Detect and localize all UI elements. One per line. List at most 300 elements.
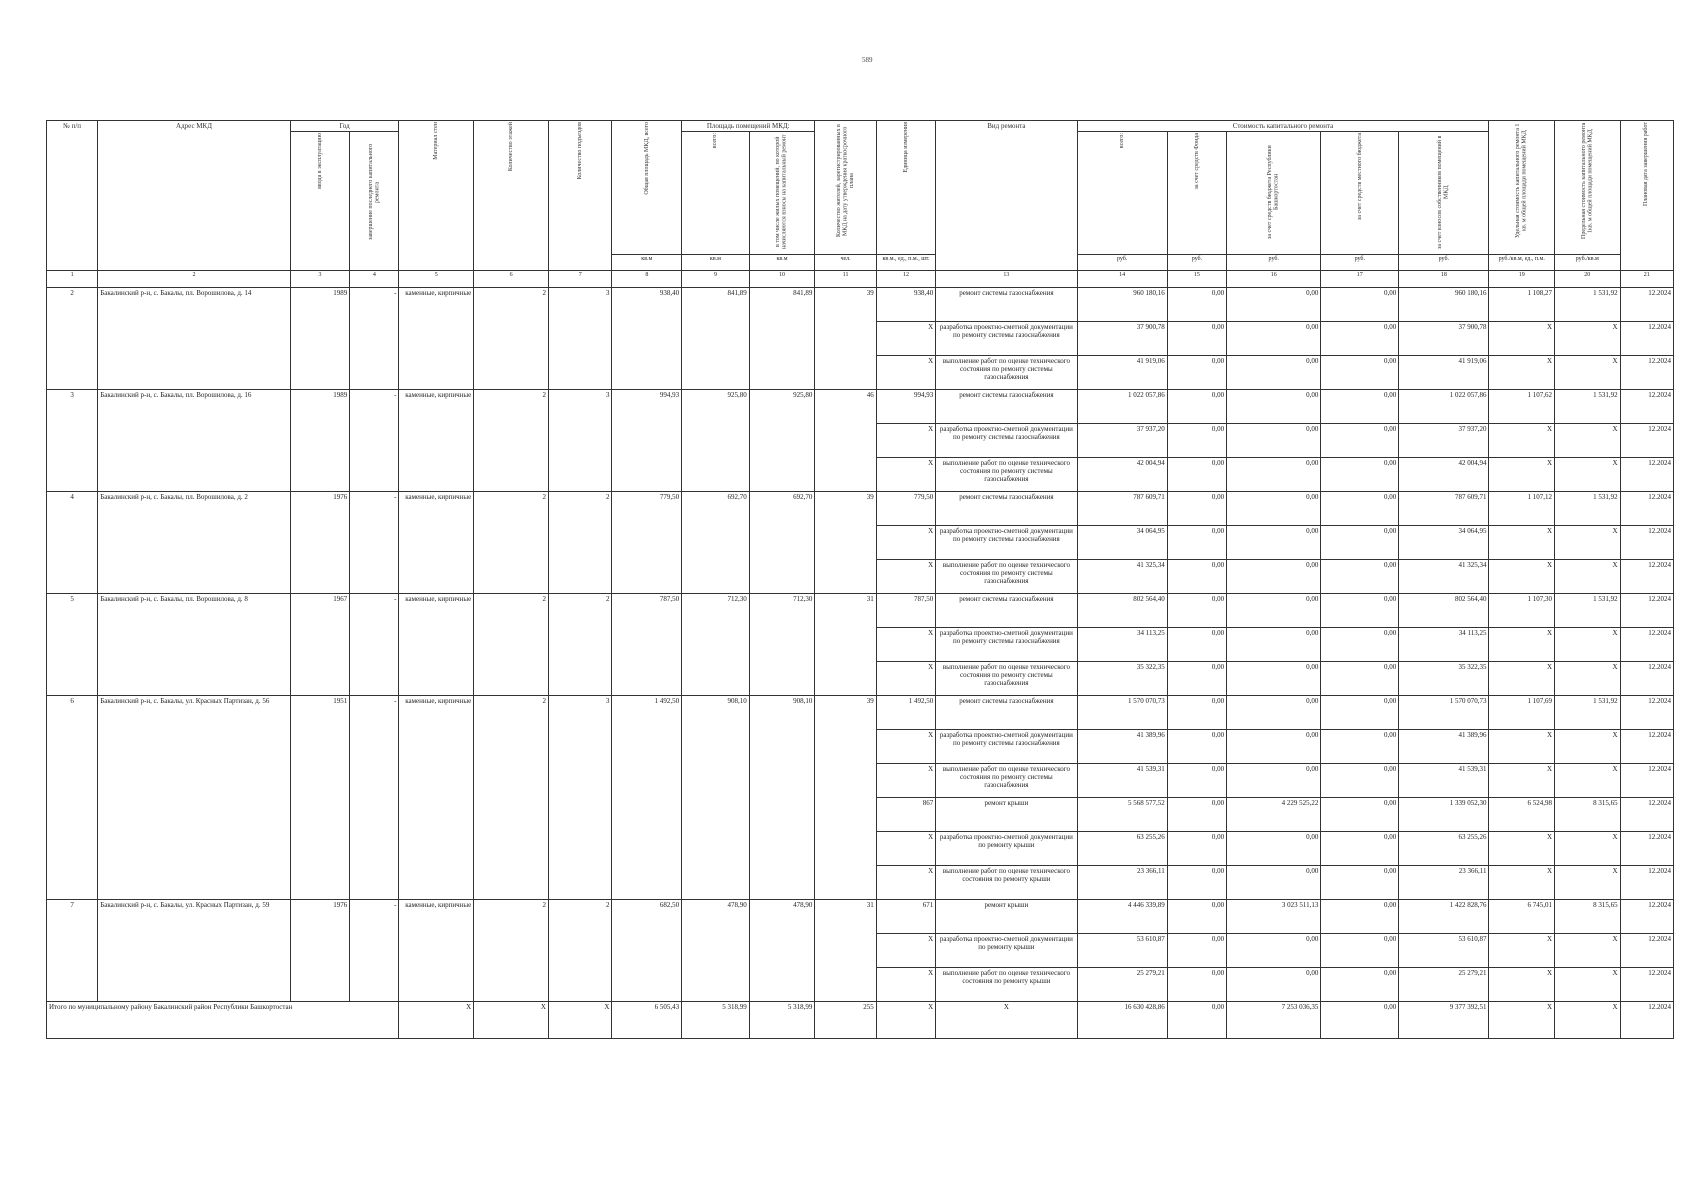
- work-unit-amount: X: [876, 934, 935, 968]
- max-cost: 1 531,92: [1555, 696, 1621, 730]
- header-year-commission: ввода в эксплуатацию: [316, 133, 323, 189]
- premises-area: 712,30: [682, 594, 750, 696]
- cost-total: 1 570 070,73: [1077, 696, 1167, 730]
- deadline: 12.2024: [1620, 730, 1673, 764]
- unit-cost: X: [1489, 424, 1555, 458]
- work-type: ремонт системы газоснабжения: [936, 492, 1077, 526]
- cost-local: 0,00: [1321, 526, 1399, 560]
- entrances-count: 3: [548, 288, 612, 390]
- deadline: 12.2024: [1620, 628, 1673, 662]
- unit-cost: 1 107,12: [1489, 492, 1555, 526]
- cost-owners: 41 389,96: [1399, 730, 1489, 764]
- year-last-repair: -: [350, 492, 399, 594]
- header-premises-area: Площадь помещений МКД:: [682, 121, 815, 132]
- floors-count: 2: [474, 390, 549, 492]
- unit-cell: руб.: [1167, 255, 1226, 271]
- cost-local: 0,00: [1321, 424, 1399, 458]
- wall-material: каменные, кирпичные: [399, 594, 474, 696]
- cost-owners: 1 022 057,86: [1399, 390, 1489, 424]
- premises-area: 908,10: [682, 696, 750, 900]
- total-ent: X: [548, 1002, 612, 1039]
- year-last-repair: -: [350, 696, 399, 900]
- cost-local: 0,00: [1321, 730, 1399, 764]
- deadline: 12.2024: [1620, 900, 1673, 934]
- cost-fund: 0,00: [1167, 662, 1226, 696]
- work-type: выполнение работ по оценке технического состояния по ремонту системы газоснабжения: [936, 662, 1077, 696]
- premises-area: 925,80: [682, 390, 750, 492]
- header-total-area: Общая площадь МКД, всего: [643, 122, 650, 195]
- cost-republic: 0,00: [1227, 356, 1321, 390]
- work-unit-amount: X: [876, 832, 935, 866]
- entrances-count: 2: [548, 492, 612, 594]
- cost-local: 0,00: [1321, 390, 1399, 424]
- year-commission: 1951: [290, 696, 349, 900]
- cost-fund: 0,00: [1167, 798, 1226, 832]
- column-number: 17: [1321, 271, 1399, 288]
- cost-republic: 0,00: [1227, 594, 1321, 628]
- work-unit-amount: X: [876, 424, 935, 458]
- wall-material: каменные, кирпичные: [399, 900, 474, 1002]
- work-unit-amount: 779,50: [876, 492, 935, 526]
- cost-owners: 53 610,87: [1399, 934, 1489, 968]
- max-cost: X: [1555, 356, 1621, 390]
- column-number: 21: [1620, 271, 1673, 288]
- cost-local: 0,00: [1321, 968, 1399, 1002]
- work-type: ремонт системы газоснабжения: [936, 288, 1077, 322]
- total-w: X: [936, 1002, 1077, 1039]
- header-wall-material: Материал стен: [433, 122, 439, 160]
- cost-fund: 0,00: [1167, 900, 1226, 934]
- premises-contrib-area: 908,10: [749, 696, 815, 900]
- work-unit-amount: X: [876, 526, 935, 560]
- max-cost: 1 531,92: [1555, 288, 1621, 322]
- cost-republic: 0,00: [1227, 832, 1321, 866]
- table-row: [47, 390, 1674, 424]
- cost-total: 41 539,31: [1077, 764, 1167, 798]
- premises-contrib-area: 841,89: [749, 288, 815, 390]
- total-label: Итого по муниципальному району Бакалинский район Республики Башкортостан: [47, 1002, 399, 1039]
- premises-contrib-area: 712,30: [749, 594, 815, 696]
- cost-local: 0,00: [1321, 492, 1399, 526]
- column-number: 15: [1167, 271, 1226, 288]
- work-type: ремонт системы газоснабжения: [936, 390, 1077, 424]
- year-last-repair: -: [350, 390, 399, 492]
- cost-fund: 0,00: [1167, 594, 1226, 628]
- work-type: ремонт крыши: [936, 900, 1077, 934]
- floors-count: 2: [474, 288, 549, 390]
- row-number: 6: [47, 696, 98, 900]
- cost-fund: 0,00: [1167, 288, 1226, 322]
- header-cost-fund: за счет средств Фонда: [1193, 133, 1200, 190]
- work-type: разработка проектно-сметной документации по ремонту крыши: [936, 832, 1077, 866]
- work-type: ремонт системы газоснабжения: [936, 594, 1077, 628]
- cost-owners: 34 064,95: [1399, 526, 1489, 560]
- unit-cost: X: [1489, 968, 1555, 1002]
- unit-cell: кв.м: [749, 255, 815, 271]
- work-type: выполнение работ по оценке технического состояния по ремонту крыши: [936, 968, 1077, 1002]
- cost-fund: 0,00: [1167, 866, 1226, 900]
- floors-count: 2: [474, 900, 549, 1002]
- column-number: 18: [1399, 271, 1489, 288]
- total-area: 682,50: [612, 900, 682, 1002]
- total-res: 255: [815, 1002, 876, 1039]
- wall-material: каменные, кирпичные: [399, 390, 474, 492]
- cost-local: 0,00: [1321, 356, 1399, 390]
- cost-fund: 0,00: [1167, 764, 1226, 798]
- column-number: 5: [399, 271, 474, 288]
- year-commission: 1976: [290, 900, 349, 1002]
- column-number: 2: [98, 271, 291, 288]
- max-cost: X: [1555, 662, 1621, 696]
- cost-fund: 0,00: [1167, 424, 1226, 458]
- total-area: 779,50: [612, 492, 682, 594]
- cost-total: 42 004,94: [1077, 458, 1167, 492]
- column-numbers-row: [47, 271, 1674, 288]
- header-cost-local: за счет средств местного бюджета: [1356, 133, 1363, 221]
- cost-republic: 0,00: [1227, 458, 1321, 492]
- work-unit-amount: X: [876, 662, 935, 696]
- total-d: 12.2024: [1620, 1002, 1673, 1039]
- unit-cost: X: [1489, 628, 1555, 662]
- premises-area: 841,89: [682, 288, 750, 390]
- residents-count: 39: [815, 696, 876, 900]
- column-number: 8: [612, 271, 682, 288]
- total-r: 7 253 036,35: [1227, 1002, 1321, 1039]
- cost-total: 41 389,96: [1077, 730, 1167, 764]
- entrances-count: 2: [548, 594, 612, 696]
- work-type: разработка проектно-сметной документации по ремонту системы газоснабжения: [936, 526, 1077, 560]
- header-cost: Стоимость капитального ремонта: [1077, 121, 1489, 132]
- cost-fund: 0,00: [1167, 458, 1226, 492]
- year-commission: 1989: [290, 390, 349, 492]
- cost-fund: 0,00: [1167, 526, 1226, 560]
- work-type: разработка проектно-сметной документации по ремонту крыши: [936, 934, 1077, 968]
- cost-owners: 37 937,20: [1399, 424, 1489, 458]
- house-address: Бакалинский р-н, с. Бакалы, ул. Красных Партизан, д. 59: [98, 900, 291, 1002]
- total-f: 0,00: [1167, 1002, 1226, 1039]
- year-last-repair: -: [350, 900, 399, 1002]
- column-number: 16: [1227, 271, 1321, 288]
- cost-owners: 1 339 052,30: [1399, 798, 1489, 832]
- max-cost: X: [1555, 458, 1621, 492]
- unit-cost: X: [1489, 458, 1555, 492]
- total-area: 994,93: [612, 390, 682, 492]
- cost-total: 4 446 339,89: [1077, 900, 1167, 934]
- total-pa: 5 318,99: [682, 1002, 750, 1039]
- max-cost: X: [1555, 968, 1621, 1002]
- floors-count: 2: [474, 696, 549, 900]
- work-type: разработка проектно-сметной документации по ремонту системы газоснабжения: [936, 424, 1077, 458]
- unit-cost: X: [1489, 934, 1555, 968]
- cost-republic: 0,00: [1227, 764, 1321, 798]
- row-number: 4: [47, 492, 98, 594]
- total-row: [47, 1002, 1674, 1039]
- unit-cell: руб.: [1399, 255, 1489, 271]
- total-uc: X: [1489, 1002, 1555, 1039]
- cost-total: 25 279,21: [1077, 968, 1167, 1002]
- header-cost-owners: за счет взносов собственников помещений в МКД: [1437, 135, 1450, 249]
- total-area: 1 492,50: [612, 696, 682, 900]
- unit-cell: руб.: [1077, 255, 1167, 271]
- cost-republic: 0,00: [1227, 696, 1321, 730]
- row-number: 7: [47, 900, 98, 1002]
- header-work-type: Вид ремонта: [936, 121, 1077, 271]
- unit-cell: руб.: [1321, 255, 1399, 271]
- total-o: 9 377 392,51: [1399, 1002, 1489, 1039]
- unit-cell: чел.: [815, 255, 876, 271]
- cost-local: 0,00: [1321, 832, 1399, 866]
- cost-owners: 1 422 828,76: [1399, 900, 1489, 934]
- cost-fund: 0,00: [1167, 322, 1226, 356]
- year-last-repair: -: [350, 288, 399, 390]
- work-unit-amount: 671: [876, 900, 935, 934]
- cost-fund: 0,00: [1167, 934, 1226, 968]
- deadline: 12.2024: [1620, 832, 1673, 866]
- cost-republic: 4 229 525,22: [1227, 798, 1321, 832]
- unit-cost: X: [1489, 526, 1555, 560]
- deadline: 12.2024: [1620, 662, 1673, 696]
- unit-cell: кв.м., ед., п.м., шт.: [876, 255, 935, 271]
- work-unit-amount: X: [876, 628, 935, 662]
- header-max-cost: Предельная стоимость капитального ремонта 1кв. м общей площади помещений МКД: [1580, 122, 1594, 240]
- cost-republic: 0,00: [1227, 934, 1321, 968]
- unit-cost: 1 108,27: [1489, 288, 1555, 322]
- header-cost-republic: за счет средств бюджета Республики Башкортостан: [1267, 145, 1280, 239]
- unit-cost: X: [1489, 832, 1555, 866]
- column-number: 19: [1489, 271, 1555, 288]
- residents-count: 31: [815, 594, 876, 696]
- cost-total: 37 900,78: [1077, 322, 1167, 356]
- row-number: 5: [47, 594, 98, 696]
- cost-owners: 23 366,11: [1399, 866, 1489, 900]
- table-row: [47, 594, 1674, 628]
- residents-count: 46: [815, 390, 876, 492]
- unit-cost: 6 745,01: [1489, 900, 1555, 934]
- work-unit-amount: X: [876, 730, 935, 764]
- cost-fund: 0,00: [1167, 832, 1226, 866]
- cost-owners: 34 113,25: [1399, 628, 1489, 662]
- floors-count: 2: [474, 492, 549, 594]
- table-row: [47, 492, 1674, 526]
- house-address: Бакалинский р-н, с. Бакалы, ул. Красных Партизан, д. 56: [98, 696, 291, 900]
- entrances-count: 3: [548, 390, 612, 492]
- header-residents: Количество жителей, зарегистрированных в МКД на дату утверждения краткосрочного плана: [835, 124, 855, 238]
- cost-total: 34 064,95: [1077, 526, 1167, 560]
- work-type: ремонт крыши: [936, 798, 1077, 832]
- cost-local: 0,00: [1321, 458, 1399, 492]
- cost-republic: 0,00: [1227, 866, 1321, 900]
- year-last-repair: -: [350, 594, 399, 696]
- deadline: 12.2024: [1620, 458, 1673, 492]
- deadline: 12.2024: [1620, 390, 1673, 424]
- house-address: Бакалинский р-н, с. Бакалы, пл. Ворошилова, д. 16: [98, 390, 291, 492]
- total-l: 0,00: [1321, 1002, 1399, 1039]
- column-number: 9: [682, 271, 750, 288]
- cost-local: 0,00: [1321, 662, 1399, 696]
- work-type: выполнение работ по оценке технического состояния по ремонту системы газоснабжения: [936, 764, 1077, 798]
- max-cost: X: [1555, 934, 1621, 968]
- cost-total: 63 255,26: [1077, 832, 1167, 866]
- table-row: [47, 900, 1674, 934]
- cost-total: 35 322,35: [1077, 662, 1167, 696]
- work-type: выполнение работ по оценке технического состояния по ремонту системы газоснабжения: [936, 560, 1077, 594]
- deadline: 12.2024: [1620, 866, 1673, 900]
- max-cost: X: [1555, 526, 1621, 560]
- header-year-last-repair: завершение последнего капитального ремонта: [367, 143, 381, 241]
- deadline: 12.2024: [1620, 560, 1673, 594]
- deadline: 12.2024: [1620, 764, 1673, 798]
- cost-republic: 0,00: [1227, 628, 1321, 662]
- cost-republic: 0,00: [1227, 526, 1321, 560]
- cost-owners: 37 900,78: [1399, 322, 1489, 356]
- cost-owners: 802 564,40: [1399, 594, 1489, 628]
- house-address: Бакалинский р-н, с. Бакалы, пл. Ворошилова, д. 2: [98, 492, 291, 594]
- year-commission: 1989: [290, 288, 349, 390]
- work-unit-amount: 1 492,50: [876, 696, 935, 730]
- capital-repair-table: [46, 120, 1674, 1039]
- wall-material: каменные, кирпичные: [399, 492, 474, 594]
- cost-local: 0,00: [1321, 696, 1399, 730]
- max-cost: X: [1555, 628, 1621, 662]
- cost-republic: 0,00: [1227, 662, 1321, 696]
- cost-owners: 960 180,16: [1399, 288, 1489, 322]
- column-number: 10: [749, 271, 815, 288]
- row-number: 3: [47, 390, 98, 492]
- total-u: X: [876, 1002, 935, 1039]
- deadline: 12.2024: [1620, 934, 1673, 968]
- total-mc: X: [1555, 1002, 1621, 1039]
- total-c: 16 630 428,86: [1077, 1002, 1167, 1039]
- max-cost: 1 531,92: [1555, 594, 1621, 628]
- cost-fund: 0,00: [1167, 628, 1226, 662]
- deadline: 12.2024: [1620, 356, 1673, 390]
- cost-owners: 42 004,94: [1399, 458, 1489, 492]
- cost-total: 37 937,20: [1077, 424, 1167, 458]
- wall-material: каменные, кирпичные: [399, 696, 474, 900]
- deadline: 12.2024: [1620, 424, 1673, 458]
- unit-cost: X: [1489, 560, 1555, 594]
- work-unit-amount: 994,93: [876, 390, 935, 424]
- year-commission: 1967: [290, 594, 349, 696]
- unit-cost: X: [1489, 662, 1555, 696]
- column-number: 3: [290, 271, 349, 288]
- unit-cell: кв.м: [682, 255, 750, 271]
- cost-total: 960 180,16: [1077, 288, 1167, 322]
- cost-local: 0,00: [1321, 934, 1399, 968]
- header-num: № п/п: [47, 121, 98, 271]
- work-type: разработка проектно-сметной документации по ремонту системы газоснабжения: [936, 628, 1077, 662]
- column-number: 14: [1077, 271, 1167, 288]
- house-address: Бакалинский р-н, с. Бакалы, пл. Ворошилова, д. 14: [98, 288, 291, 390]
- cost-republic: 0,00: [1227, 492, 1321, 526]
- work-unit-amount: X: [876, 968, 935, 1002]
- cost-fund: 0,00: [1167, 560, 1226, 594]
- total-area: 938,40: [612, 288, 682, 390]
- work-unit-amount: X: [876, 560, 935, 594]
- work-type: разработка проектно-сметной документации по ремонту системы газоснабжения: [936, 322, 1077, 356]
- column-number: 4: [350, 271, 399, 288]
- cost-republic: 3 023 511,13: [1227, 900, 1321, 934]
- unit-cell: руб./кв.м, ед., п.м.: [1489, 255, 1555, 271]
- cost-total: 1 022 057,86: [1077, 390, 1167, 424]
- wall-material: каменные, кирпичные: [399, 288, 474, 390]
- cost-fund: 0,00: [1167, 356, 1226, 390]
- header-deadline: Плановая дата завершения работ: [1643, 122, 1650, 207]
- work-unit-amount: X: [876, 866, 935, 900]
- cost-republic: 0,00: [1227, 288, 1321, 322]
- unit-cost: X: [1489, 764, 1555, 798]
- max-cost: X: [1555, 730, 1621, 764]
- cost-total: 41 325,34: [1077, 560, 1167, 594]
- unit-cell: кв.м: [612, 255, 682, 271]
- deadline: 12.2024: [1620, 696, 1673, 730]
- max-cost: X: [1555, 560, 1621, 594]
- work-type: выполнение работ по оценке технического состояния по ремонту крыши: [936, 866, 1077, 900]
- cost-local: 0,00: [1321, 560, 1399, 594]
- cost-owners: 63 255,26: [1399, 832, 1489, 866]
- cost-total: 23 366,11: [1077, 866, 1167, 900]
- header-floors: Количество этажей: [507, 122, 514, 172]
- cost-republic: 0,00: [1227, 730, 1321, 764]
- cost-owners: 35 322,35: [1399, 662, 1489, 696]
- cost-republic: 0,00: [1227, 424, 1321, 458]
- cost-fund: 0,00: [1167, 696, 1226, 730]
- header-unit-cost: Удельная стоимость капитального ремонта 1 кв. м общей площади помещений МКД: [1515, 123, 1528, 239]
- deadline: 12.2024: [1620, 288, 1673, 322]
- cost-republic: 0,00: [1227, 968, 1321, 1002]
- deadline: 12.2024: [1620, 526, 1673, 560]
- cost-owners: 787 609,71: [1399, 492, 1489, 526]
- premises-contrib-area: 692,70: [749, 492, 815, 594]
- work-type: разработка проектно-сметной документации по ремонту системы газоснабжения: [936, 730, 1077, 764]
- cost-fund: 0,00: [1167, 968, 1226, 1002]
- cost-owners: 41 539,31: [1399, 764, 1489, 798]
- premises-area: 692,70: [682, 492, 750, 594]
- cost-local: 0,00: [1321, 594, 1399, 628]
- unit-cost: 1 107,30: [1489, 594, 1555, 628]
- table-row: [47, 696, 1674, 730]
- max-cost: 8 315,65: [1555, 900, 1621, 934]
- cost-republic: 0,00: [1227, 560, 1321, 594]
- header-entrances: Количество подъездов: [576, 122, 583, 180]
- entrances-count: 2: [548, 900, 612, 1002]
- deadline: 12.2024: [1620, 492, 1673, 526]
- header-cost-total: всего:: [1118, 133, 1125, 149]
- work-type: ремонт системы газоснабжения: [936, 696, 1077, 730]
- cost-local: 0,00: [1321, 900, 1399, 934]
- cost-total: 5 568 577,52: [1077, 798, 1167, 832]
- work-unit-amount: X: [876, 764, 935, 798]
- deadline: 12.2024: [1620, 968, 1673, 1002]
- floors-count: 2: [474, 594, 549, 696]
- cost-fund: 0,00: [1167, 730, 1226, 764]
- work-unit-amount: X: [876, 458, 935, 492]
- total-pc: 5 318,99: [749, 1002, 815, 1039]
- cost-total: 34 113,25: [1077, 628, 1167, 662]
- column-number: 7: [548, 271, 612, 288]
- cost-owners: 41 325,34: [1399, 560, 1489, 594]
- cost-total: 53 610,87: [1077, 934, 1167, 968]
- max-cost: X: [1555, 764, 1621, 798]
- total-area: 787,50: [612, 594, 682, 696]
- residents-count: 39: [815, 492, 876, 594]
- cost-owners: 41 919,06: [1399, 356, 1489, 390]
- column-number: 12: [876, 271, 935, 288]
- cost-local: 0,00: [1321, 288, 1399, 322]
- total-mat: X: [399, 1002, 474, 1039]
- cost-total: 41 919,06: [1077, 356, 1167, 390]
- cost-republic: 0,00: [1227, 390, 1321, 424]
